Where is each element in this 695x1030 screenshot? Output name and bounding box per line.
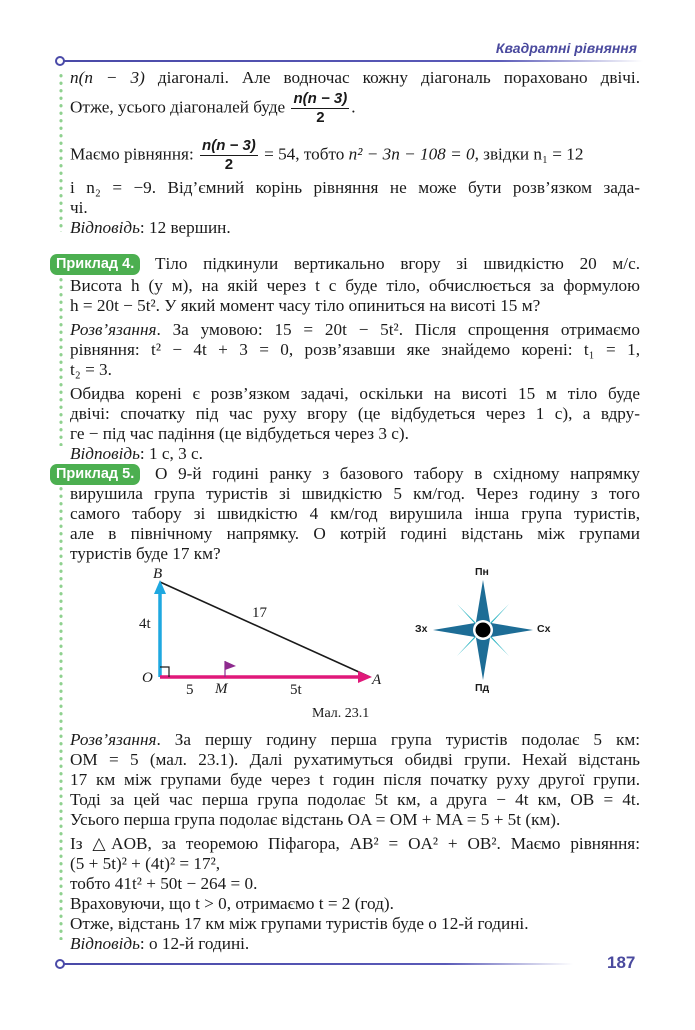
solution-label: Розв’язання [70, 320, 157, 339]
paragraph-line: туристів буде 17 км? [70, 544, 221, 563]
answer-line [70, 934, 640, 954]
segment-label-ma: 5t [290, 682, 302, 698]
answer-line [70, 444, 640, 464]
paragraph-line: тобто 41t² + 50t − 264 = 0. [70, 874, 258, 893]
paragraph-line: h = 20t − 5t². У який момент часу тіло опиниться на висоті 15 м? [70, 296, 541, 315]
compass-south-label: Пд [475, 682, 490, 694]
answer-label: Відповідь [70, 444, 140, 463]
paragraph-line: Тіло підкинули вертикально вгору зі швидкістю 20 м/с. [155, 254, 640, 273]
text-span: . [351, 97, 356, 117]
chapter-title: Квадратні рівняння [495, 40, 637, 56]
paragraph-line: але в північному напрямку. О котрій годині відстань між групами [70, 524, 640, 543]
segment-label-om: 5 [186, 682, 194, 698]
text-span: Маємо рівняння: [70, 144, 199, 164]
paragraph-line: чі. [70, 198, 88, 217]
paragraph-line: і n₂ = −9. Від’ємний корінь рівняння не може бути розв’язком зада- [70, 178, 640, 197]
fraction-denominator: 2 [316, 109, 325, 126]
compass-north-label: Пн [475, 566, 489, 578]
answer-text: : о 12-й годині. [139, 934, 250, 953]
text-span: , звідки n₁ = 12 [474, 144, 584, 164]
compass-east-label: Сх [537, 623, 551, 635]
footer-rule [63, 963, 573, 965]
example4-body [70, 276, 640, 464]
example-statement-first-line [155, 254, 640, 274]
point-label-b: B [153, 566, 163, 582]
compass-rose [405, 560, 580, 700]
compass-west-label: Зх [415, 623, 428, 635]
fraction [291, 90, 349, 127]
paragraph-line: Висота h (у м), на якій через t с буде тіло, обчислюється за формулою [70, 276, 640, 295]
text-span: діагоналі. Але водночас кожну діагональ пораховано двічі. [144, 68, 640, 87]
point-label-a: A [372, 672, 382, 688]
paragraph-line: (5 + 5t)² + (4t)² = 17², [70, 854, 221, 873]
paragraph-line [70, 68, 640, 88]
header-rule [63, 60, 643, 62]
paragraph-line: Тоді за цей час перша група подолає 5t км, а друга − 4t км, OB = 4t. [70, 790, 640, 809]
fraction-denominator: 2 [224, 156, 234, 173]
solution-line [70, 730, 640, 750]
figure-caption: Мал. 23.1 [312, 706, 370, 721]
paragraph-line: Враховуючи, що t > 0, отримаємо t = 2 (год). [70, 894, 394, 913]
math-expression: n(n − 3) [70, 68, 145, 87]
margin-dots [59, 485, 63, 940]
answer-label: Відповідь [70, 218, 140, 237]
math-expression: n² − 3n − 108 = 0 [348, 144, 475, 164]
solution-line [70, 320, 640, 340]
example-badge: Приклад 5. [50, 464, 140, 485]
figure-triangle [120, 560, 410, 725]
paragraph-line: Отже, відстань 17 км між групами туристів буде о 12-й годині. [70, 914, 529, 933]
footer-rule-circle-icon [55, 959, 65, 969]
text-span: . За умовою: 15 = 20t − 5t². Після спрощення отримаємо [156, 320, 640, 339]
paragraph-line: OM = 5 (мал. 23.1). Далі рухатимуться обидві групи. Нехай відстань [70, 750, 640, 769]
paragraph-line: двічі: спочатку під час руху вгору (це відбудеться через 1 с), а вдру- [70, 404, 640, 423]
paragraph-line: t₂ = 3. [70, 360, 112, 379]
answer-text: : 1 с, 3 с. [139, 444, 203, 463]
text-span: = 54, тобто [259, 144, 349, 164]
point-label-o: O [142, 670, 153, 686]
example-badge: Приклад 4. [50, 254, 140, 275]
paragraph-line: вирушила група туристів зі швидкістю 5 км/год. Через годину з того [70, 484, 640, 503]
page-number: 187 [607, 953, 636, 972]
margin-dots [59, 72, 63, 232]
margin-dots [59, 276, 63, 446]
paragraph-line [70, 90, 640, 127]
example5-solution [70, 730, 640, 954]
paragraph-line: Із △AOB, за теоремою Піфагора, AB² = OA² + OB². Маємо рівняння: [70, 834, 640, 853]
paragraph-line: 17 км між групами буде через t годин після початку руху другої групи. [70, 770, 640, 789]
point-label-m: M [215, 681, 228, 697]
fraction-numerator: n(n − 3) [293, 90, 348, 107]
solution-label: Розв’язання [70, 730, 157, 749]
answer-label: Відповідь [70, 934, 140, 953]
paragraph-line: самого табору зі швидкістю 4 км/год вирушила інша група туристів, [70, 504, 640, 523]
triangle-diagram [120, 560, 410, 725]
example5-body [70, 484, 640, 564]
text-span: Отже, усього діагоналей буде [70, 97, 290, 117]
header-rule-circle-icon [55, 56, 65, 66]
paragraph-line: Усього перша група подолає відстань OA = OM + MA = 5 + 5t (км). [70, 810, 561, 829]
text-span: . За першу годину перша група туристів подолає 5 км: [156, 730, 640, 749]
text-block-continuation [70, 68, 640, 238]
paragraph-line: ге − під час падіння (це відбудеться через 3 с). [70, 424, 409, 443]
fraction-numerator: n(n − 3) [202, 137, 256, 154]
paragraph-line: Обидва корені є розв’язком задачі, оскільки на висоті 15 м тіло буде [70, 384, 640, 403]
fraction [200, 137, 258, 174]
paragraph-line: О 9-й годині ранку з базового табору в східному напрямку [155, 464, 640, 483]
example-statement-first-line [155, 464, 640, 484]
answer-text: : 12 вершин. [139, 218, 231, 237]
answer-line [70, 218, 640, 238]
segment-label-ob: 4t [139, 616, 151, 632]
paragraph-line: рівняння: t² − 4t + 3 = 0, розв’язавши яке знайдемо корені: t₁ = 1, [70, 340, 640, 359]
paragraph-line [70, 137, 640, 174]
segment-label-ab: 17 [252, 605, 267, 621]
compass-icon [405, 560, 580, 700]
